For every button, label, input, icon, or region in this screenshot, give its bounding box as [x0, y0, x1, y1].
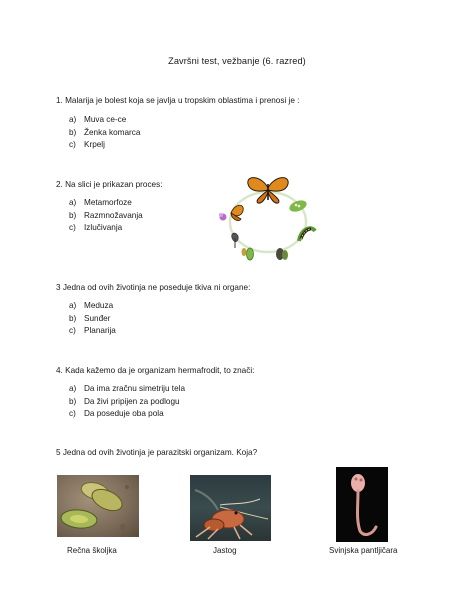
eggs-on-leaf-icon	[288, 198, 308, 214]
question-4-options	[69, 383, 185, 421]
page-title: Završni test, vežbanje (6. razred)	[168, 56, 306, 66]
mussel-caption: Rečna školjka	[67, 546, 117, 555]
question-2-option-c	[69, 222, 143, 235]
emerging-butterfly-icon	[232, 233, 239, 248]
option-letter: b)	[69, 210, 77, 220]
option-text: Razmnožavanja	[84, 210, 143, 220]
mussel-photo	[57, 475, 139, 537]
option-text: Da poseduje oba pola	[84, 409, 164, 418]
question-1-text: 1. Malarija je bolest koja se javlja u tropskim oblastima i prenosi je :	[56, 96, 300, 105]
lobster-caption: Jastog	[213, 546, 237, 555]
chrysalis-icon	[276, 248, 288, 260]
option-letter: b)	[69, 396, 77, 406]
question-4-option-a	[69, 383, 185, 396]
question-3-option-b	[69, 313, 116, 326]
option-text: Metamorfoze	[84, 198, 132, 207]
butterfly-lifecycle-illustration	[208, 168, 328, 268]
question-1-options	[69, 114, 140, 152]
option-letter: a)	[69, 115, 77, 124]
question-1-option-b	[69, 127, 140, 140]
option-letter: b)	[69, 127, 77, 137]
option-text: Krpelj	[84, 140, 105, 149]
option-letter: a)	[69, 198, 77, 207]
option-letter: c)	[69, 409, 76, 418]
question-3-text: 3 Jedna od ovih životinja ne poseduje tkiva ni organe:	[56, 283, 251, 292]
caterpillar-icon	[299, 228, 315, 241]
option-letter: b)	[69, 313, 77, 323]
question-2-options	[69, 197, 143, 235]
option-letter: c)	[69, 223, 76, 232]
adult-butterfly-icon	[248, 178, 288, 204]
question-3-option-c	[69, 325, 116, 338]
question-2-option-b	[69, 210, 143, 223]
lifecycle-cycle-ring	[230, 192, 306, 252]
option-text: Ženka komarca	[84, 127, 141, 137]
question-3-option-a	[69, 300, 116, 313]
option-text: Sunđer	[84, 313, 111, 323]
option-text: Izlučivanja	[84, 223, 123, 232]
lobster-photo	[190, 475, 271, 541]
option-letter: a)	[69, 384, 77, 393]
option-text: Muva ce-ce	[84, 115, 127, 124]
question-3-options	[69, 300, 116, 338]
option-letter: a)	[69, 301, 77, 310]
option-text: Da živi pripijen za podlogu	[84, 396, 180, 406]
question-1-option-c	[69, 139, 140, 152]
pupa-icon	[242, 248, 254, 260]
question-2-text: 2. Na slici je prikazan proces:	[56, 180, 163, 189]
tapeworm-photo	[336, 467, 388, 542]
option-text: Da ima zračnu simetriju tela	[84, 384, 186, 393]
tapeworm-caption: Svinjska pantljičara	[329, 546, 398, 555]
question-5-text: 5 Jedna od ovih životinja je parazitski organizam. Koja?	[56, 448, 258, 457]
question-1-option-a	[69, 114, 140, 127]
question-4-option-b	[69, 396, 185, 409]
question-4-option-c	[69, 408, 185, 421]
option-text: Planarija	[84, 326, 116, 335]
option-letter: c)	[69, 326, 76, 335]
question-2-option-a	[69, 197, 143, 210]
question-4-text: 4. Kada kažemo da je organizam hermafrodit, to znači:	[56, 366, 255, 375]
option-text: Meduza	[84, 301, 114, 310]
option-letter: c)	[69, 140, 76, 149]
